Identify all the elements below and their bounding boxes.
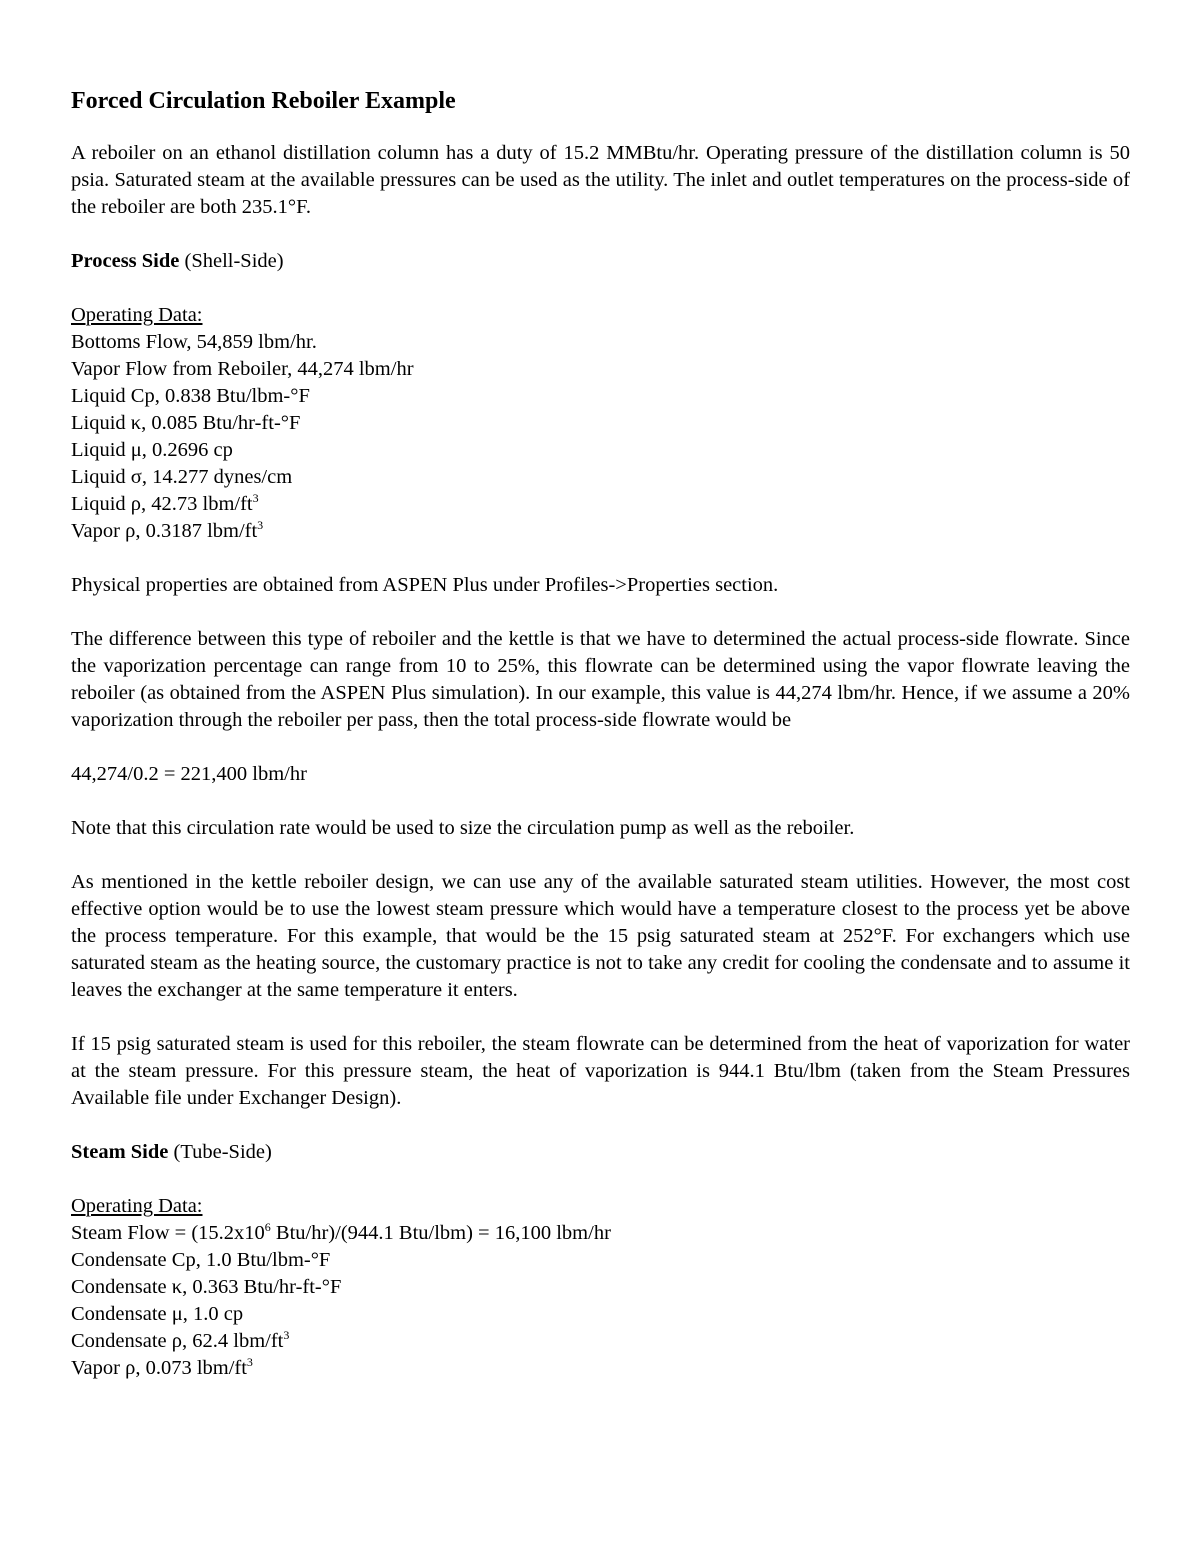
data-line-vapor-flow: Vapor Flow from Reboiler, 44,274 lbm/hr [71,358,414,380]
data-line-steam-vapor-rho [71,1355,1130,1382]
steam-operating-data [71,1193,1130,1382]
process-operating-data [71,302,1130,545]
exponent: 3 [283,1328,290,1343]
process-side-label: Process Side [71,250,180,272]
data-line-bottoms-flow: Bottoms Flow, 54,859 lbm/hr. [71,331,317,353]
steam-flow-suffix: Btu/hr)/(944.1 Btu/lbm) = 16,100 lbm/hr [270,1222,611,1244]
process-side-sublabel: (Shell-Side) [179,250,284,272]
exponent: 3 [246,1355,253,1370]
properties-paragraph: Physical properties are obtained from ASPEN Plus under Profiles->Properties section. [71,574,779,596]
steam-side-label: Steam Side [71,1141,169,1163]
data-line-liquid-rho [71,491,1130,518]
note-paragraph: Note that this circulation rate would be used to size the circulation pump as well as the reboiler. [71,817,855,839]
data-line-liquid-cp: Liquid Cp, 0.838 Btu/lbm-°F [71,385,310,407]
steam-side-sublabel: (Tube-Side) [168,1141,272,1163]
page-title: Forced Circulation Reboiler Example [71,88,456,114]
flowrate-equation: 44,274/0.2 = 221,400 lbm/hr [71,763,307,785]
data-line-vapor-rho [71,518,1130,545]
exponent: 3 [252,491,259,506]
steam-flow-prefix: Steam Flow = (15.2x10 [71,1222,265,1244]
steam-data-title: Operating Data: [71,1195,203,1217]
intro-paragraph: A reboiler on an ethanol distillation column has a duty of 15.2 MMBtu/hr. Operating pressure of the distillation column is 50 psia. Saturated steam at the available pressures can be used as the utility. The inlet and outlet temperatures on the process-side of the reboiler are both 235.1°F. [71,142,1130,218]
steam-15psig-paragraph: If 15 psig saturated steam is used for this reboiler, the steam flowrate can be determined from the heat of vaporization for water at the steam pressure. For this pressure steam, the heat of vaporization is 944.1 Btu/lbm (taken from the Steam Pressures Available file under Exchanger Design). [71,1033,1130,1109]
process-side-heading [71,248,1130,275]
process-data-title: Operating Data: [71,304,203,326]
steam-utility-paragraph: As mentioned in the kettle reboiler design, we can use any of the available saturated steam utilities. However, the most cost effective option would be to use the lowest steam pressure which would have a temperature closest to the process yet be above the process temperature. For this example, that would be the 15 psig saturated steam at 252°F. For exchangers which use saturated steam as the heating source, the customary practice is not to take any credit for cooling the condensate and to assume it leaves the exchanger at the same temperature it enters. [71,871,1130,1001]
exponent: 6 [264,1220,271,1235]
data-line-liquid-sigma: Liquid σ, 14.277 dynes/cm [71,466,293,488]
steam-vapor-rho-text: Vapor ρ, 0.073 lbm/ft [71,1357,247,1379]
condensate-rho-text: Condensate ρ, 62.4 lbm/ft [71,1330,284,1352]
data-line-liquid-mu: Liquid μ, 0.2696 cp [71,439,233,461]
data-line-condensate-cp: Condensate Cp, 1.0 Btu/lbm-°F [71,1249,331,1271]
liquid-rho-text: Liquid ρ, 42.73 lbm/ft [71,493,253,515]
document-page [71,84,1130,1409]
data-line-condensate-k: Condensate κ, 0.363 Btu/hr-ft-°F [71,1276,342,1298]
vapor-rho-text: Vapor ρ, 0.3187 lbm/ft [71,520,258,542]
exponent: 3 [257,518,264,533]
difference-paragraph: The difference between this type of reboiler and the kettle is that we have to determined the actual process-side flowrate. Since the vaporization percentage can range from 10 to 25%, this flowrate can be determined using the vapor flowrate leaving the reboiler (as obtained from the ASPEN Plus simulation). In our example, this value is 44,274 lbm/hr. Hence, if we assume a 20% vaporization through the reboiler per pass, then the total process-side flowrate would be [71,628,1130,731]
data-line-steam-flow [71,1220,1130,1247]
steam-side-heading [71,1139,1130,1166]
data-line-condensate-rho [71,1328,1130,1355]
data-line-condensate-mu: Condensate μ, 1.0 cp [71,1303,244,1325]
data-line-liquid-k: Liquid κ, 0.085 Btu/hr-ft-°F [71,412,301,434]
